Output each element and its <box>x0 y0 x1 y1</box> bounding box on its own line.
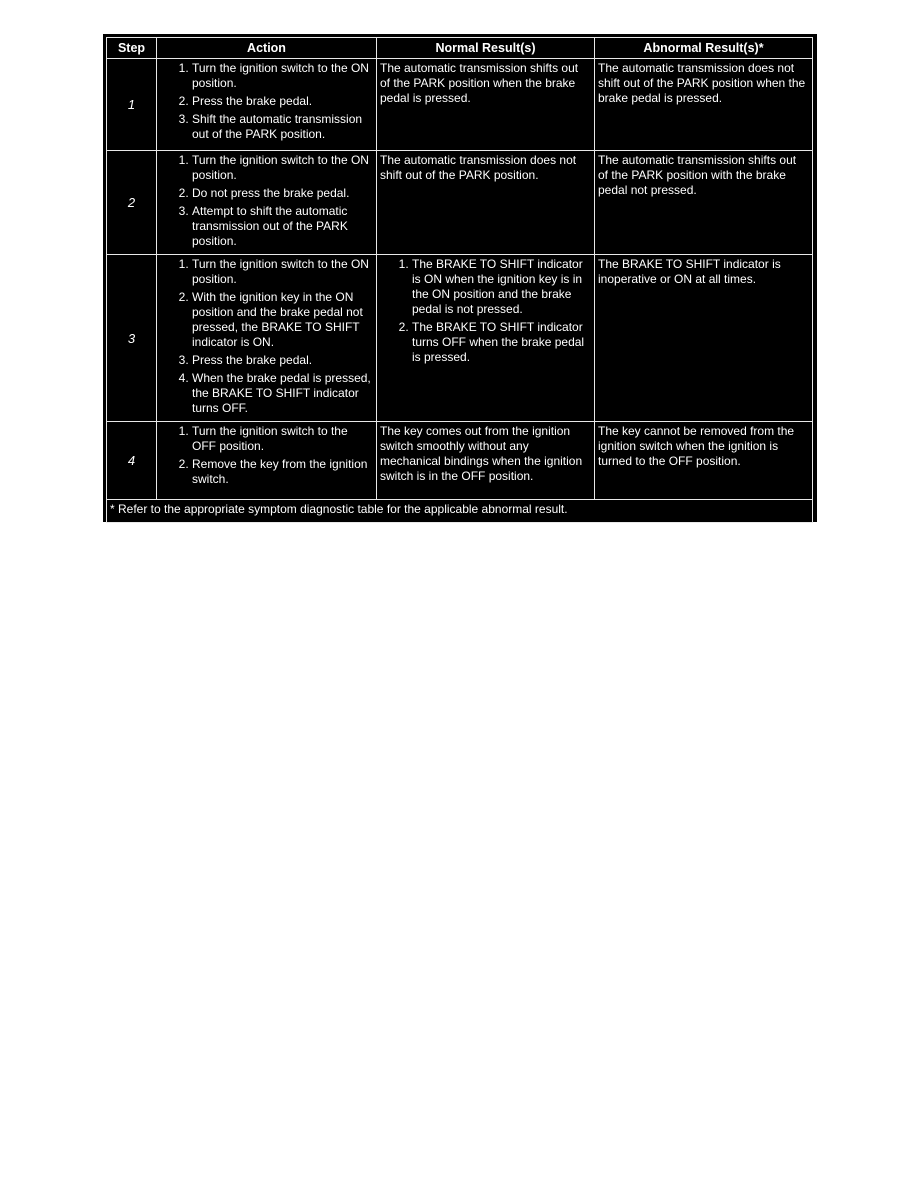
list-item: 2. Press the brake pedal. <box>192 94 373 109</box>
table-row <box>107 151 813 255</box>
normal-result-list <box>380 257 591 365</box>
list-item: 2. Remove the key from the ignition switch. <box>192 457 373 487</box>
list-item: 2. Do not press the brake pedal. <box>192 186 373 201</box>
normal-result-cell: The automatic transmission shifts out of the PARK position when the brake pedal is pressed. <box>377 59 595 151</box>
step-number: 1 <box>107 59 157 151</box>
list-item: 4. When the brake pedal is pressed, the BRAKE TO SHIFT indicator turns OFF. <box>192 371 373 416</box>
list-item: 2. With the ignition key in the ON position and the brake pedal not pressed, the BRAKE TO SHIFT indicator is ON. <box>192 290 373 350</box>
step-number: 3 <box>107 255 157 422</box>
diagnostic-table <box>106 37 813 523</box>
table-row <box>107 59 813 151</box>
abnormal-result-cell: The BRAKE TO SHIFT indicator is inoperative or ON at all times. <box>595 255 813 422</box>
abnormal-result-cell: The automatic transmission shifts out of the PARK position with the brake pedal not pressed. <box>595 151 813 255</box>
list-item: 1. The BRAKE TO SHIFT indicator is ON when the ignition key is in the ON position and the brake pedal is not pressed. <box>412 257 591 317</box>
header-step: Step <box>107 38 157 59</box>
footnote: * Refer to the appropriate symptom diagnostic table for the applicable abnormal result. <box>107 500 813 523</box>
list-item: 1. Turn the ignition switch to the OFF position. <box>192 424 373 454</box>
list-item: 3. Attempt to shift the automatic transmission out of the PARK position. <box>192 204 373 249</box>
list-item: 3. Press the brake pedal. <box>192 353 373 368</box>
list-item: 1. Turn the ignition switch to the ON position. <box>192 257 373 287</box>
action-cell <box>157 422 377 500</box>
list-item: 1. Turn the ignition switch to the ON position. <box>192 61 373 91</box>
action-cell <box>157 59 377 151</box>
footnote-row <box>107 500 813 523</box>
normal-result-cell: The automatic transmission does not shift out of the PARK position. <box>377 151 595 255</box>
diagnostic-table-frame <box>103 34 817 522</box>
normal-result-cell <box>377 255 595 422</box>
header-row <box>107 38 813 59</box>
list-item: 1. Turn the ignition switch to the ON position. <box>192 153 373 183</box>
table-row <box>107 422 813 500</box>
header-action: Action <box>157 38 377 59</box>
header-abnormal-result: Abnormal Result(s)* <box>595 38 813 59</box>
abnormal-result-cell: The automatic transmission does not shift out of the PARK position when the brake pedal is pressed. <box>595 59 813 151</box>
action-cell <box>157 151 377 255</box>
step-number: 4 <box>107 422 157 500</box>
action-list <box>160 61 373 142</box>
action-list <box>160 153 373 249</box>
action-cell <box>157 255 377 422</box>
list-item: 3. Shift the automatic transmission out of the PARK position. <box>192 112 373 142</box>
abnormal-result-cell: The key cannot be removed from the ignition switch when the ignition is turned to the OFF position. <box>595 422 813 500</box>
normal-result-cell: The key comes out from the ignition switch smoothly without any mechanical bindings when the ignition switch is in the OFF position. <box>377 422 595 500</box>
step-number: 2 <box>107 151 157 255</box>
table-row <box>107 255 813 422</box>
action-list <box>160 424 373 487</box>
action-list <box>160 257 373 416</box>
list-item: 2. The BRAKE TO SHIFT indicator turns OFF when the brake pedal is pressed. <box>412 320 591 365</box>
header-normal-result: Normal Result(s) <box>377 38 595 59</box>
